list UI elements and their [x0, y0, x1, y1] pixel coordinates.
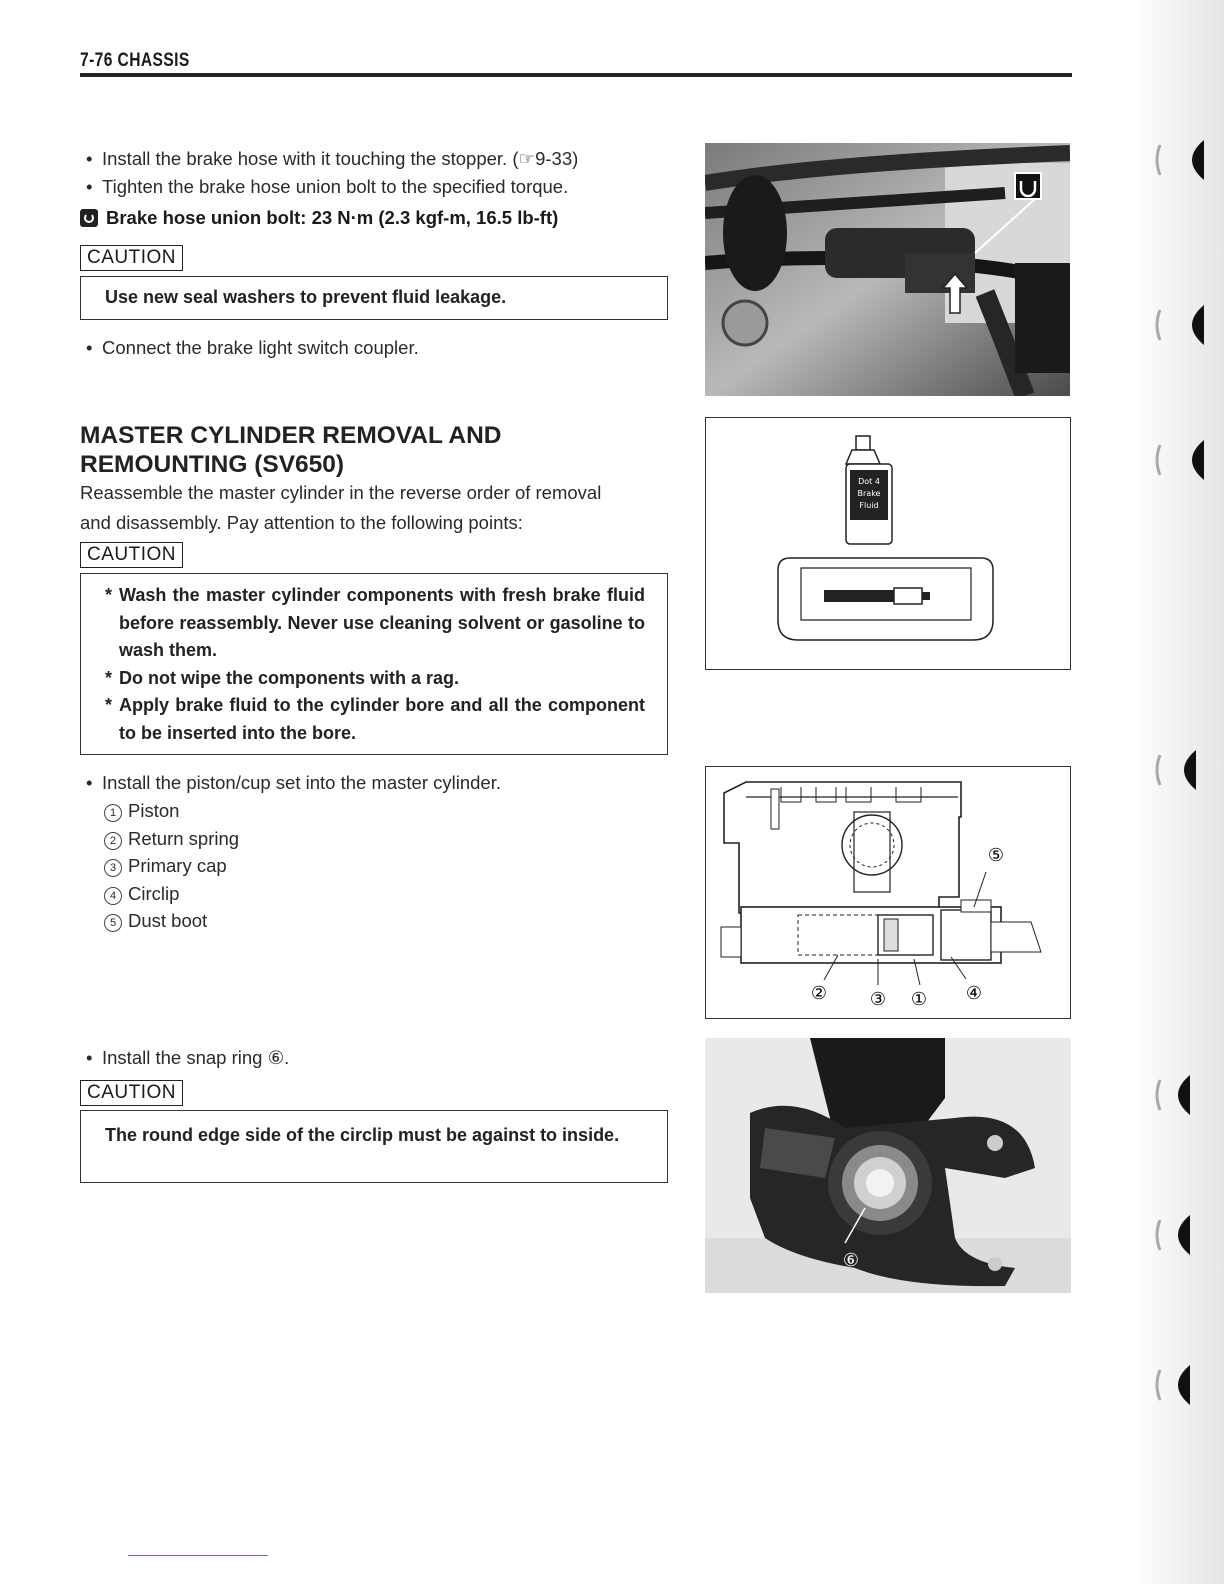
part-item: 2 Return spring [104, 825, 239, 853]
bullet-install-snap-ring: • Install the snap ring ⑥. [86, 1047, 290, 1068]
bottle-label-line-3: Fluid [859, 501, 879, 510]
page-label: 7-76 CHASSIS [80, 50, 190, 71]
caution-box-3 [80, 1110, 668, 1183]
callout-3: ③ [869, 989, 887, 1010]
part-item: 1 Piston [104, 797, 239, 825]
bottle-label-line-1: Dot 4 [858, 477, 880, 486]
figure-brake-fluid-wash [705, 417, 1071, 670]
callout-1: ① [910, 989, 928, 1010]
caution-box-2 [80, 573, 668, 755]
torque-wrench-icon [80, 209, 98, 227]
thumb-tab-3 [1150, 425, 1206, 495]
callout-5: ⑤ [987, 845, 1005, 866]
photo-snap-ring [705, 1038, 1071, 1293]
thumb-tab-5 [1150, 1060, 1206, 1130]
figure-master-cylinder-section [705, 766, 1071, 1019]
bullet-install-hose: • Install the brake hose with it touching the stopper. (☞9-33) [86, 148, 579, 169]
part-item: 4 Circlip [104, 880, 239, 908]
thumb-tab-7 [1150, 1350, 1206, 1420]
caution-label-1: CAUTION [80, 245, 183, 271]
part-item: 5 Dust boot [104, 907, 239, 935]
callout-2: ② [810, 983, 828, 1004]
parts-list [104, 797, 239, 935]
section-paragraph: Reassemble the master cylinder in the reverse order of removal and disassembly. Pay attention to the following points: [80, 482, 602, 533]
thumb-tab-1 [1150, 125, 1206, 195]
thumb-tab-6 [1150, 1200, 1206, 1270]
bullet-connect-coupler: • Connect the brake light switch coupler. [86, 337, 419, 358]
callout-6: ⑥ [842, 1250, 860, 1271]
caution-text-1: Use new seal washers to prevent fluid leakage. [105, 287, 507, 307]
bullet-tighten-bolt: • Tighten the brake hose union bolt to the specified torque. [86, 176, 569, 197]
thumb-tab-4 [1150, 735, 1206, 805]
thumb-tab-2 [1150, 290, 1206, 360]
caution-item: * Do not wipe the components with a rag. [105, 667, 460, 688]
part-item: 3 Primary cap [104, 852, 239, 880]
footer-line [128, 1555, 268, 1556]
bottle-label-line-2: Brake [857, 489, 881, 498]
caution-text-3: The round edge side of the circlip must be against to inside. [105, 1125, 620, 1145]
caution-box-1 [80, 276, 668, 320]
caution-item: * Wash the master cylinder components with fresh brake fluid before reassembly. Never use cleaning solvent or gasoline to wash them. [105, 585, 645, 660]
bullet-install-piston: • Install the piston/cup set into the master cylinder. [86, 772, 501, 793]
photo-brake-hose [705, 143, 1070, 396]
caution-item: * Apply brake fluid to the cylinder bore and all the component to be inserted into the bore. [105, 695, 645, 743]
section-title: MASTER CYLINDER REMOVAL AND REMOUNTING (SV650) [80, 422, 502, 478]
caution-label-2: CAUTION [80, 542, 183, 568]
header-rule [80, 73, 1072, 77]
caution-label-3: CAUTION [80, 1080, 183, 1106]
torque-spec: Brake hose union bolt: 23 N·m (2.3 kgf-m, 16.5 lb-ft) [80, 207, 558, 229]
callout-4: ④ [965, 983, 983, 1004]
